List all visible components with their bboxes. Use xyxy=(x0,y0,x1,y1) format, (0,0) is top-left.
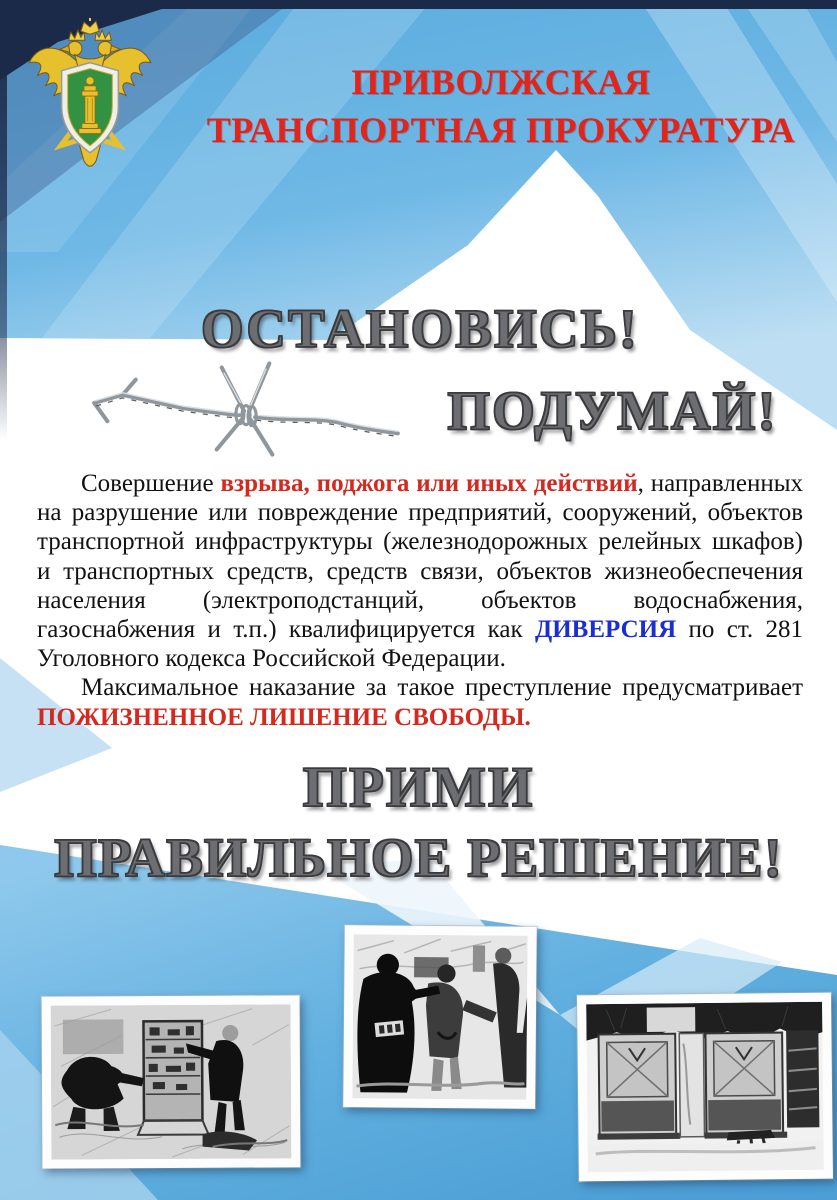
headline-think: ПОДУМАЙ! xyxy=(447,380,778,441)
prosecutor-eagle-emblem-icon xyxy=(24,18,156,170)
photo-suspects-detained xyxy=(343,925,537,1109)
photo-relay-cabinets xyxy=(577,993,833,1182)
headline-decide-line1: ПРИМИ xyxy=(302,756,535,819)
photo-saboteurs-at-relay-cabinet xyxy=(42,995,301,1168)
body-paragraph-2 xyxy=(37,673,803,731)
org-title-line1: ПРИВОЛЖСКАЯ xyxy=(351,62,651,102)
p2-red-emphasis: ПОЖИЗНЕННОЕ ЛИШЕНИЕ СВОБОДЫ. xyxy=(37,703,531,731)
body-text xyxy=(37,469,803,732)
p1-blue-emphasis: ДИВЕРСИЯ xyxy=(535,616,677,644)
p1-mid: , направленных на разрушение или повреждение предприятий, сооружений, объектов транспортной инфраструктуры (железнодорожных релейных шкафов) и транспортных средств, средств связи, объектов жизнеобеспечения населения (электроподстанций, объектов водоснабжения, газоснабжения и т.п.) квалифицируется как xyxy=(37,470,803,644)
p1-lead: Совершение xyxy=(81,470,221,497)
org-title xyxy=(172,58,830,154)
p2-lead: Максимальное наказание за такое преступление предусматривает xyxy=(81,674,803,702)
org-title-line2: ТРАНСПОРТНАЯ ПРОКУРАТУРА xyxy=(206,110,796,150)
body-paragraph-1 xyxy=(37,469,803,673)
p1-red-emphasis: взрыва, поджога или иных действий xyxy=(220,470,638,497)
headline-decide-line2: ПРАВИЛЬНОЕ РЕШЕНИЕ! xyxy=(54,827,783,888)
headline-stop: ОСТАНОВИСЬ! xyxy=(200,298,640,359)
barbed-wire-image xyxy=(76,350,410,464)
p1-tail: по ст. 281 Уголовного кодекса Российской Федерации. xyxy=(37,616,803,673)
